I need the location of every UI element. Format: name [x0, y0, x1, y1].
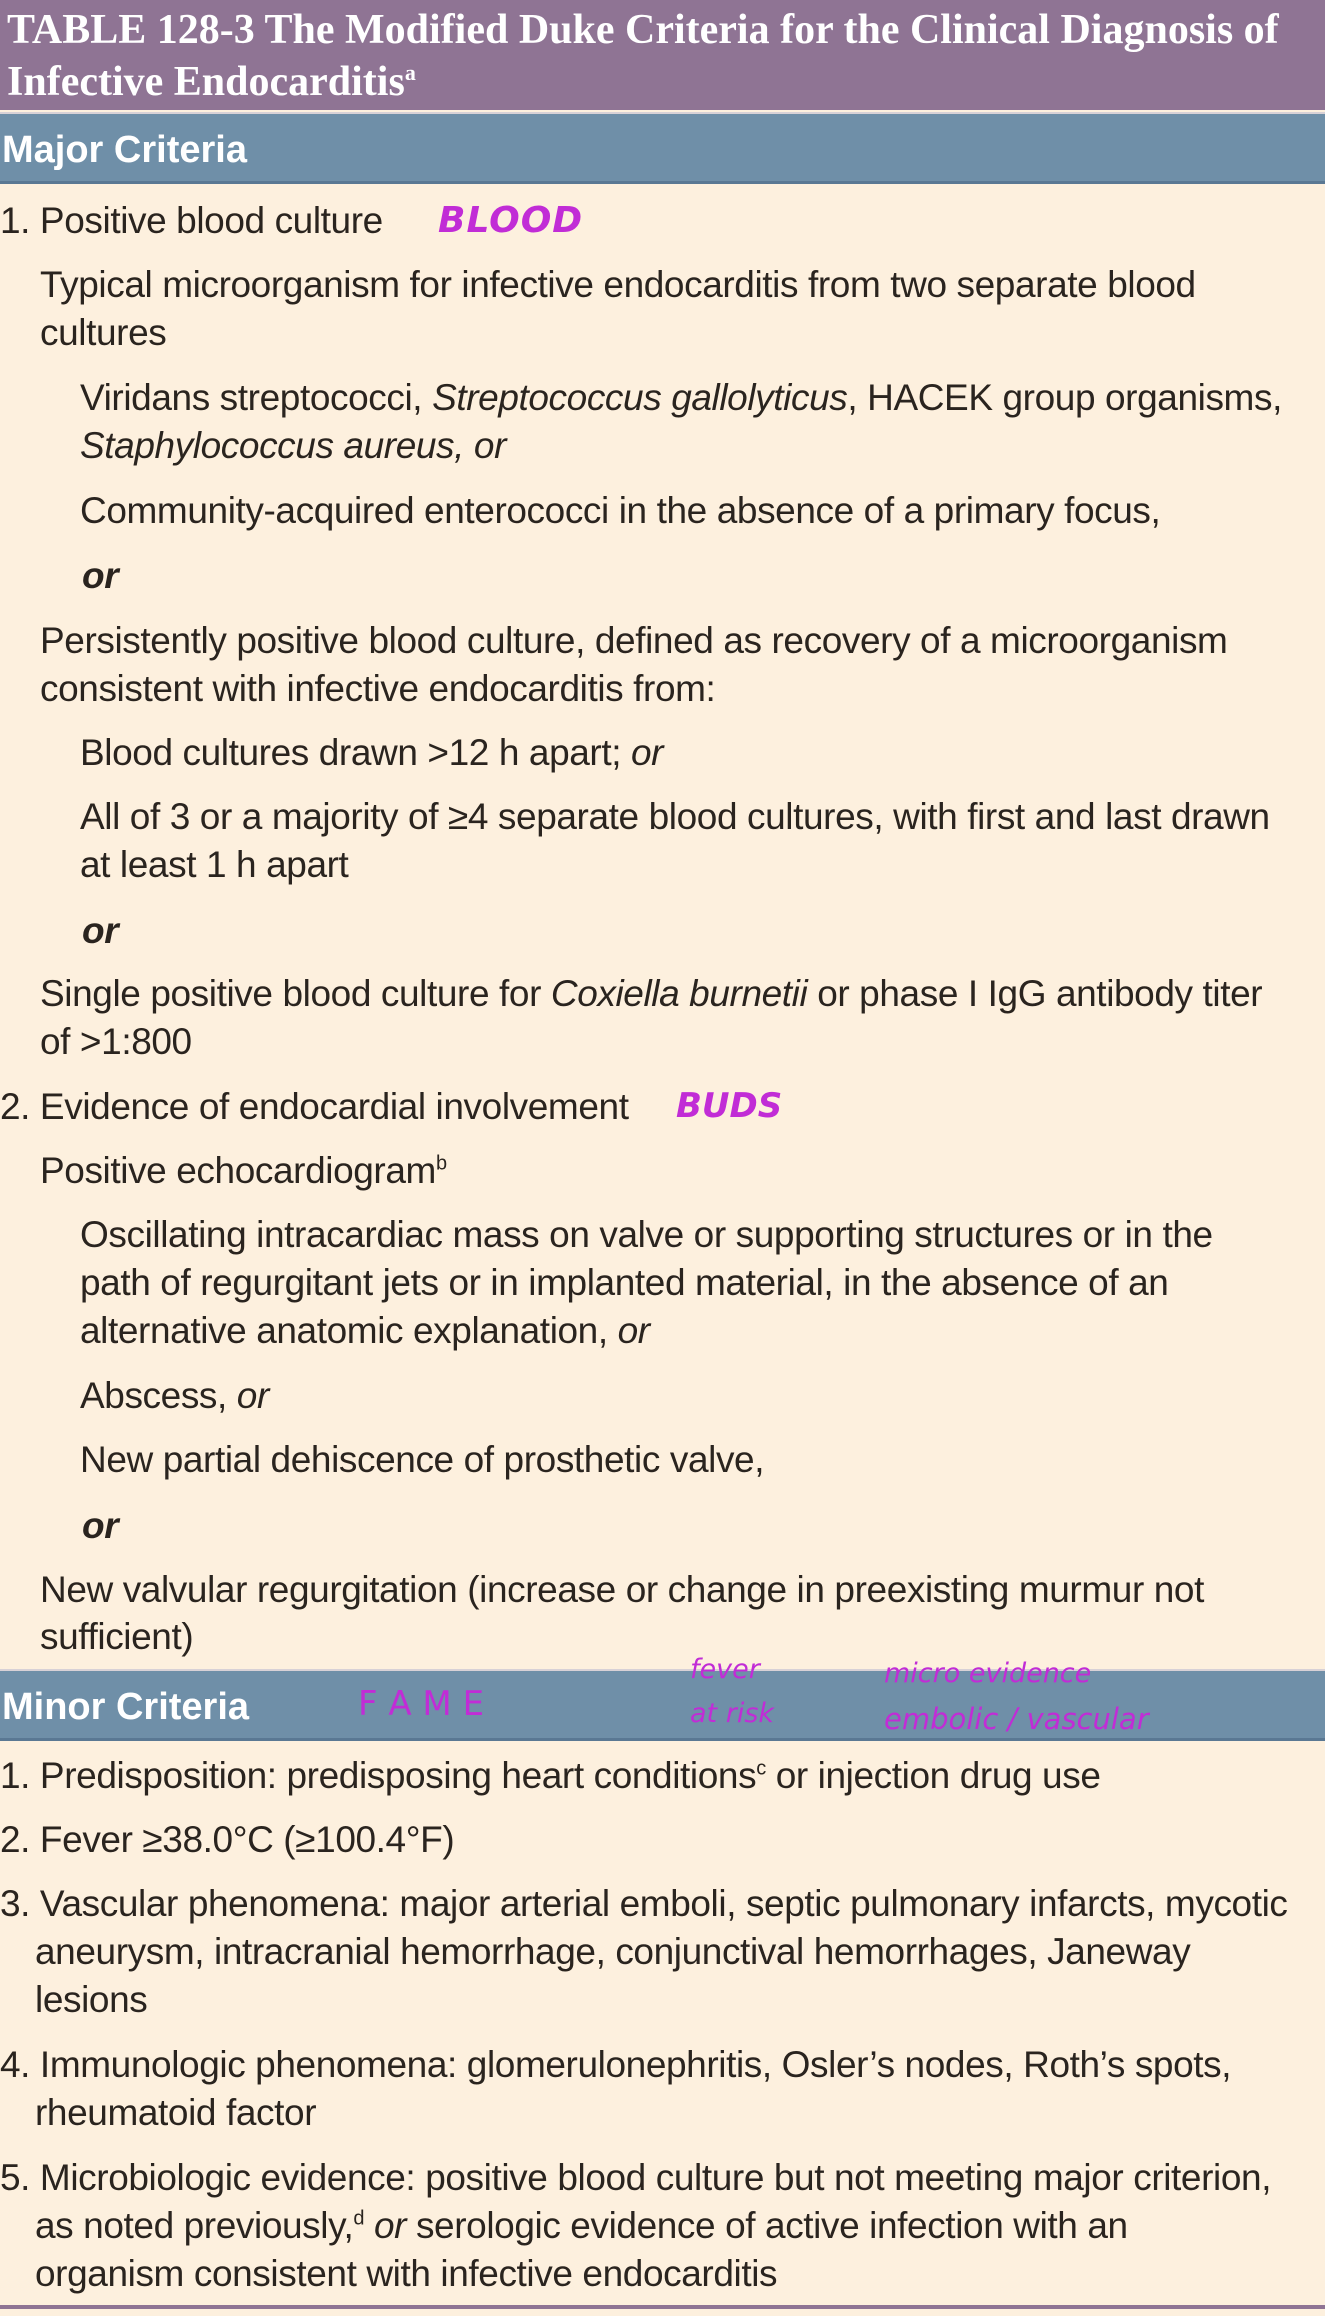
positive-echo-line: Positive echocardiogram$^b$	[40, 1150, 447, 1191]
all-of-three-line1: All of 3 or a majority of ≥4 separate blood cultures, with first and last drawn	[80, 796, 1270, 837]
minor-criterion-3-line3: lesions	[35, 1979, 148, 2020]
persistent-culture-line2: consistent with infective endocarditis from:	[40, 668, 716, 709]
oscillating-mass-line2: path of regurgitant jets or in implanted material, in the absence of an	[80, 1262, 1169, 1303]
major-criterion-2: 2. Evidence of endocardial involvement	[0, 1086, 629, 1127]
handwritten-note-fame: F A M E	[358, 1684, 485, 1724]
handwritten-note-fever: fever	[690, 1654, 760, 1685]
minor-criterion-1: 1. Predisposition: predisposing heart conditions$^c$ or injection drug use	[0, 1755, 1101, 1796]
table-title-line2: Infective Endocarditis$^a$	[7, 59, 416, 105]
abscess-line: Abscess, or	[80, 1375, 269, 1416]
handwritten-note-embolic-vascular: embolic / vascular	[884, 1702, 1149, 1736]
minor-criterion-2: 2. Fever ≥38.0°C (≥100.4°F)	[0, 1819, 455, 1860]
or-connector-2: or	[82, 910, 119, 951]
footnote-c: c	[756, 1757, 766, 1780]
minor-criterion-3-line2: aneurysm, intracranial hemorrhage, conjunctival hemorrhages, Janeway	[35, 1931, 1191, 1972]
or-connector-3: or	[82, 1505, 119, 1546]
minor-criteria-header: Minor Criteria	[0, 1669, 1325, 1741]
handwritten-note-blood: BLOOD	[438, 200, 584, 241]
persistent-culture-line1: Persistently positive blood culture, defined as recovery of a microorganism	[40, 620, 1228, 661]
footnote-d: d	[353, 2207, 365, 2230]
single-culture-line2: of >1:800	[40, 1021, 192, 1062]
oscillating-mass-line1: Oscillating intracardiac mass on valve or supporting structures or in the	[80, 1214, 1213, 1255]
oscillating-mass-line3: alternative anatomic explanation, or	[80, 1310, 650, 1351]
single-culture-line1: Single positive blood culture for Coxiella burnetii or phase I IgG antibody titer	[40, 973, 1263, 1014]
typical-organism-line1: Typical microorganism for infective endocarditis from two separate blood	[40, 264, 1196, 305]
valvular-regurgitation-line2: sufficient)	[40, 1616, 194, 1657]
handwritten-note-at-risk: at risk	[690, 1698, 775, 1729]
minor-criterion-5-line1: 5. Microbiologic evidence: positive blood culture but not meeting major criterion,	[0, 2157, 1272, 2198]
major-criteria-header: Major Criteria	[0, 112, 1325, 184]
minor-criterion-3-line1: 3. Vascular phenomena: major arterial emboli, septic pulmonary infarcts, mycotic	[0, 1883, 1288, 1924]
dehiscence-line: New partial dehiscence of prosthetic valve,	[80, 1439, 765, 1480]
staph-aureus-line: Staphylococcus aureus, or	[80, 425, 507, 466]
handwritten-note-micro-evidence: micro evidence	[884, 1658, 1092, 1689]
valvular-regurgitation-line1: New valvular regurgitation (increase or change in preexisting murmur not	[40, 1569, 1204, 1610]
table-title	[0, 0, 1325, 110]
minor-criterion-5-line3: organism consistent with infective endocarditis	[35, 2253, 778, 2294]
handwritten-note-buds: BUDS	[676, 1086, 783, 1126]
table-title-line1: TABLE 128-3 The Modified Duke Criteria for the Clinical Diagnosis of	[7, 7, 1279, 53]
typical-organism-line2: cultures	[40, 312, 167, 353]
or-connector-1: or	[82, 555, 119, 596]
minor-criterion-5-line2: as noted previously,$^d$ or serologic evidence of active infection with an	[35, 2205, 1128, 2246]
bottom-rule	[0, 2305, 1325, 2309]
viridans-line: Viridans streptococci, Streptococcus gallolyticus, HACEK group organisms,	[80, 377, 1282, 418]
minor-criterion-4-line1: 4. Immunologic phenomena: glomerulonephritis, Osler’s nodes, Roth’s spots,	[0, 2044, 1232, 2085]
all-of-three-line2: at least 1 h apart	[80, 844, 349, 885]
minor-criterion-4-line2: rheumatoid factor	[35, 2092, 317, 2133]
drawn-apart-line: Blood cultures drawn >12 h apart; or	[80, 732, 664, 773]
footnote-b: b	[435, 1152, 447, 1175]
community-enterococci-line: Community-acquired enterococci in the absence of a primary focus,	[80, 490, 1161, 531]
major-criterion-1: 1. Positive blood culture	[0, 200, 383, 241]
footnote-a: a	[404, 60, 416, 85]
